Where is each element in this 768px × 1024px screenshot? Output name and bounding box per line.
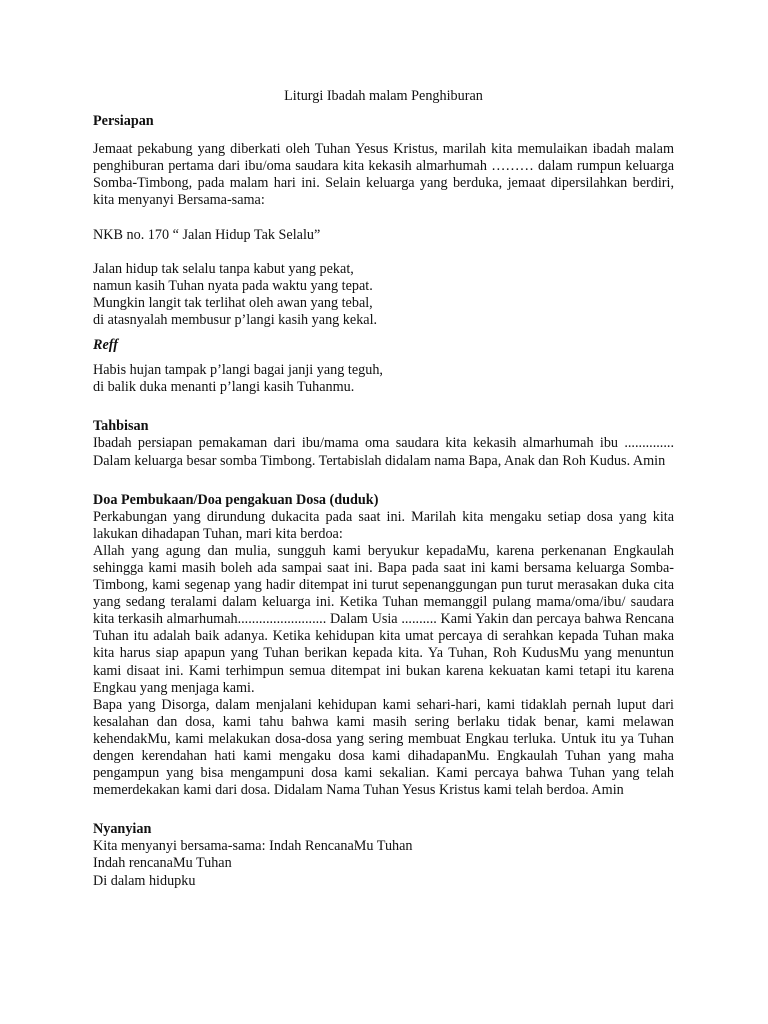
doa-paragraph: Bapa yang Disorga, dalam menjalani kehidupan kami sehari-hari, kami tidaklah pernah luput dari kesalahan dan dosa, kami tahu bahwa kami masih sering berlaku tidak benar, kami melawan kehendakMu, kami melakukan dosa-dosa yang sering membuat Engkau terluka. Untuk itu ya Tuhan dengen kerendahan hati kami mengaku dosa kami dihadapanMu. Engkaulah Tuhan yang maha pengampun yang bisa mengampuni dosa kami sekalian. Kami percaya bahwa Tuhan yang telah memerdekakan kami dari dosa. Didalam Nama Tuhan Yesus Kristus kami telah berdoa. Amin <box>93 696 674 799</box>
persiapan-paragraph: Jemaat pekabung yang diberkati oleh Tuhan Yesus Kristus, marilah kita memulaikan ibadah malam penghiburan pertama dari ibu/oma saudara kita kekasih almarhumah ……… dalam rumpun keluarga Somba-Timbong, pada malam hari ini. Selain keluarga yang berduka, jemaat dipersilahkan berdiri, kita menyanyi Bersama-sama: <box>93 141 674 209</box>
reff-line: Habis hujan tampak p’langi bagai janji yang teguh, <box>93 362 383 379</box>
song-verse <box>93 261 674 329</box>
section-heading-doa: Doa Pembukaan/Doa pengakuan Dosa (duduk) <box>93 491 379 508</box>
doa-paragraph: Perkabungan yang dirundung dukacita pada saat ini. Marilah kita mengaku setiap dosa yang kita lakukan dihadapan Tuhan, mari kita berdoa: <box>93 508 674 542</box>
section-heading-tahbisan: Tahbisan <box>93 418 149 435</box>
nyanyian-line: Kita menyanyi bersama-sama: Indah RencanaMu Tuhan <box>93 838 413 855</box>
verse-line: Jalan hidup tak selalu tanpa kabut yang pekat, <box>93 260 354 277</box>
section-heading-persiapan: Persiapan <box>93 113 154 130</box>
reff-line: di balik duka menanti p’langi kasih Tuhanmu. <box>93 379 355 396</box>
nyanyian-line: Indah rencanaMu Tuhan <box>93 855 232 872</box>
document-title: Liturgi Ibadah malam Penghiburan <box>284 88 483 104</box>
song-title: NKB no. 170 “ Jalan Hidup Tak Selalu” <box>93 226 321 243</box>
verse-line: namun kasih Tuhan nyata pada waktu yang tepat. <box>93 277 373 294</box>
verse-line: Mungkin langit tak terlihat oleh awan yang tebal, <box>93 294 373 311</box>
nyanyian-line: Di dalam hidupku <box>93 872 196 889</box>
verse-line: di atasnyalah membusur p’langi kasih yang kekal. <box>93 311 378 328</box>
doa-paragraph: Allah yang agung dan mulia, sungguh kami beryukur kepadaMu, karena perkenanan Engkaulah sehingga kami masih boleh ada sampai saat ini. Bapa pada saat ini kami bersama keluarga Somba-Timbong, kami segenap yang hadir ditempat ini turut sepenanggungan pun turut merasakan duka cita yang sedang teralami dalam keluarga ini. Ketika Tuhan memanggil pulang mama/oma/ibu/ saudara kita terkasih almarhumah......................... Dalam Usia .......... Kami Yakin dan percaya bahwa Rencana Tuhan itu adalah baik adanya. Ketika kehidupan kita umat percaya di serahkan kepada Tuhan maka kita harus siap apapun yang Tuhan berikan kepada kita. Ya Tuhan, Roh KudusMu yang menuntun kami disaat ini. Kami terhimpun semua ditempat ini bukan karena kekuatan kami tetapi itu karena Engkau yang menjaga kami. <box>93 542 674 696</box>
song-reff <box>93 362 674 396</box>
tahbisan-paragraph: Ibadah persiapan pemakaman dari ibu/mama oma saudara kita kekasih almarhumah ibu .............. Dalam keluarga besar somba Timbong. Tertabislah didalam nama Bapa, Anak dan Roh Kudus. Amin <box>93 435 674 469</box>
section-heading-nyanyian: Nyanyian <box>93 821 152 838</box>
reff-heading: Reff <box>93 337 118 354</box>
